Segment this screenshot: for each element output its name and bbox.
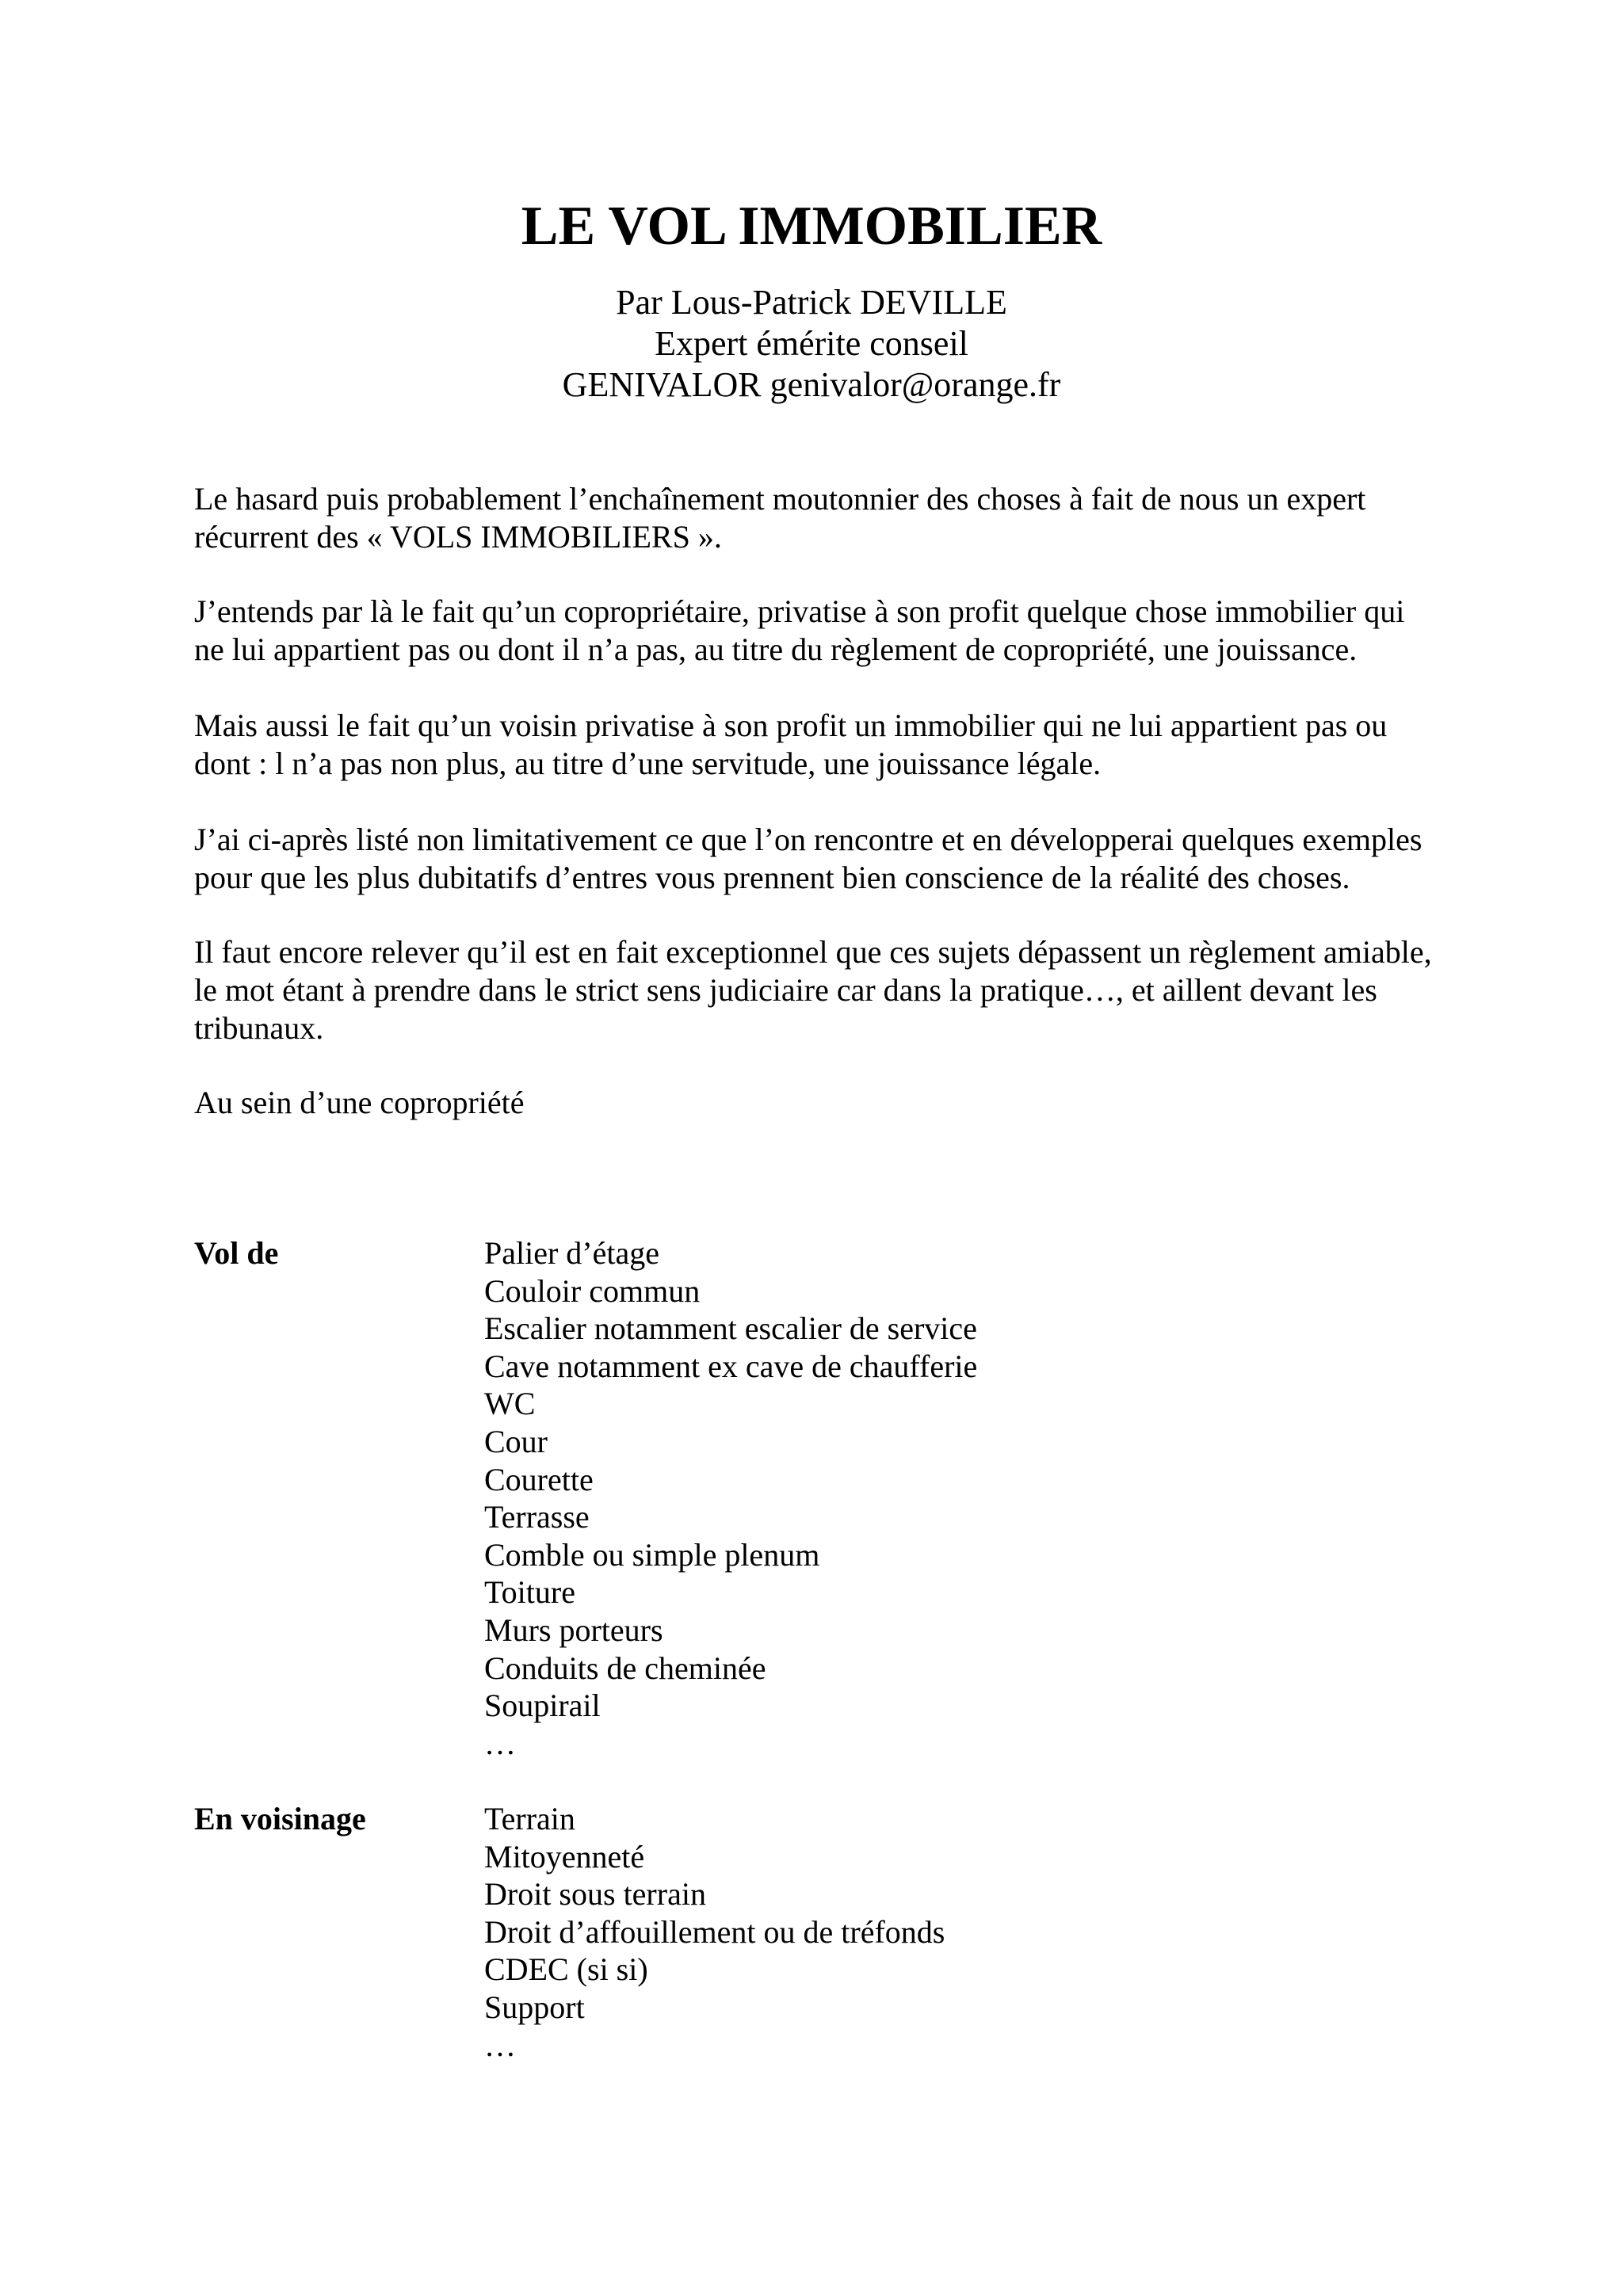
list-item: Couloir commun: [484, 1272, 701, 1309]
paragraph-intro: [194, 480, 1494, 556]
paragraph-line: dont : l n’a pas non plus, au titre d’une servitude, une jouissance légale.: [194, 746, 1102, 781]
author-company-line: GENIVALOR genivalor@orange.fr: [562, 365, 1061, 404]
list-item: Toiture: [484, 1574, 575, 1611]
author-title-line: Expert émérite conseil: [655, 324, 968, 363]
paragraph-line: ne lui appartient pas ou dont il n’a pas, au titre du règlement de copropriété, une jouissance.: [194, 631, 1358, 667]
list-item: Mitoyenneté: [484, 1838, 645, 1875]
section-label-vol-de: Vol de: [194, 1235, 279, 1271]
list-item: Murs porteurs: [484, 1611, 663, 1648]
paragraph-amiable: [194, 933, 1494, 1047]
list-item: Conduits de cheminée: [484, 1650, 766, 1686]
list-item: Droit d’affouillement ou de tréfonds: [484, 1913, 945, 1950]
list-item: Terrain: [484, 1801, 575, 1836]
paragraph-line: Il faut encore relever qu’il est en fait exceptionnel que ces sujets dépassent un règlement amiable,: [194, 934, 1432, 970]
list-item: Cour: [484, 1423, 548, 1459]
list-item: Comble ou simple plenum: [484, 1536, 820, 1573]
paragraph-line: Le hasard puis probablement l’enchaînement moutonnier des choses à fait de nous un expert: [194, 481, 1366, 517]
list-item: …: [484, 1725, 516, 1761]
paragraph-line: récurrent des « VOLS IMMOBILIERS ».: [194, 519, 722, 555]
section-label-en-voisinage: En voisinage: [194, 1801, 366, 1836]
paragraph-copropriete-heading: [194, 1084, 1494, 1122]
list-item: Soupirail: [484, 1688, 601, 1724]
list-item: Cave notamment ex cave de chaufferie: [484, 1348, 978, 1384]
paragraph-line: Au sein d’une copropriété: [194, 1085, 525, 1120]
paragraph-line: J’entends par là le fait qu’un copropriétaire, privatise à son profit quelque chose immobilier qui: [194, 593, 1405, 629]
paragraph-list-intro: [194, 821, 1494, 897]
list-item: Droit sous terrain: [484, 1876, 706, 1913]
paragraph-definition-copro: [194, 593, 1494, 669]
list-vol-de: [484, 1234, 977, 1762]
list-item: Escalier notamment escalier de service: [484, 1310, 977, 1347]
author-line: Par Lous-Patrick DEVILLE: [616, 283, 1007, 322]
paragraph-line: Mais aussi le fait qu’un voisin privatise à son profit un immobilier qui ne lui appartient pas ou: [194, 707, 1388, 743]
list-item: Support: [484, 1989, 585, 2025]
paragraph-line: tribunaux.: [194, 1010, 324, 1046]
paragraph-line: le mot étant à prendre dans le strict sens judiciaire car dans la pratique…, et aillent devant les: [194, 972, 1377, 1008]
list-item: WC: [484, 1386, 536, 1422]
list-item: CDEC (si si): [484, 1951, 648, 1988]
document-title: LE VOL IMMOBILIER: [521, 196, 1102, 257]
paragraph-definition-voisin: [194, 707, 1494, 783]
list-item: Courette: [484, 1461, 594, 1497]
list-en-voisinage: [484, 1800, 945, 2064]
paragraph-line: pour que les plus dubitatifs d’entres vous prennent bien conscience de la réalité des choses.: [194, 860, 1350, 895]
list-item: …: [484, 2027, 516, 2063]
list-item: Palier d’étage: [484, 1235, 659, 1271]
paragraph-line: J’ai ci-après listé non limitativement ce que l’on rencontre et en développerai quelques exemples: [194, 822, 1423, 857]
list-item: Terrasse: [484, 1499, 590, 1535]
